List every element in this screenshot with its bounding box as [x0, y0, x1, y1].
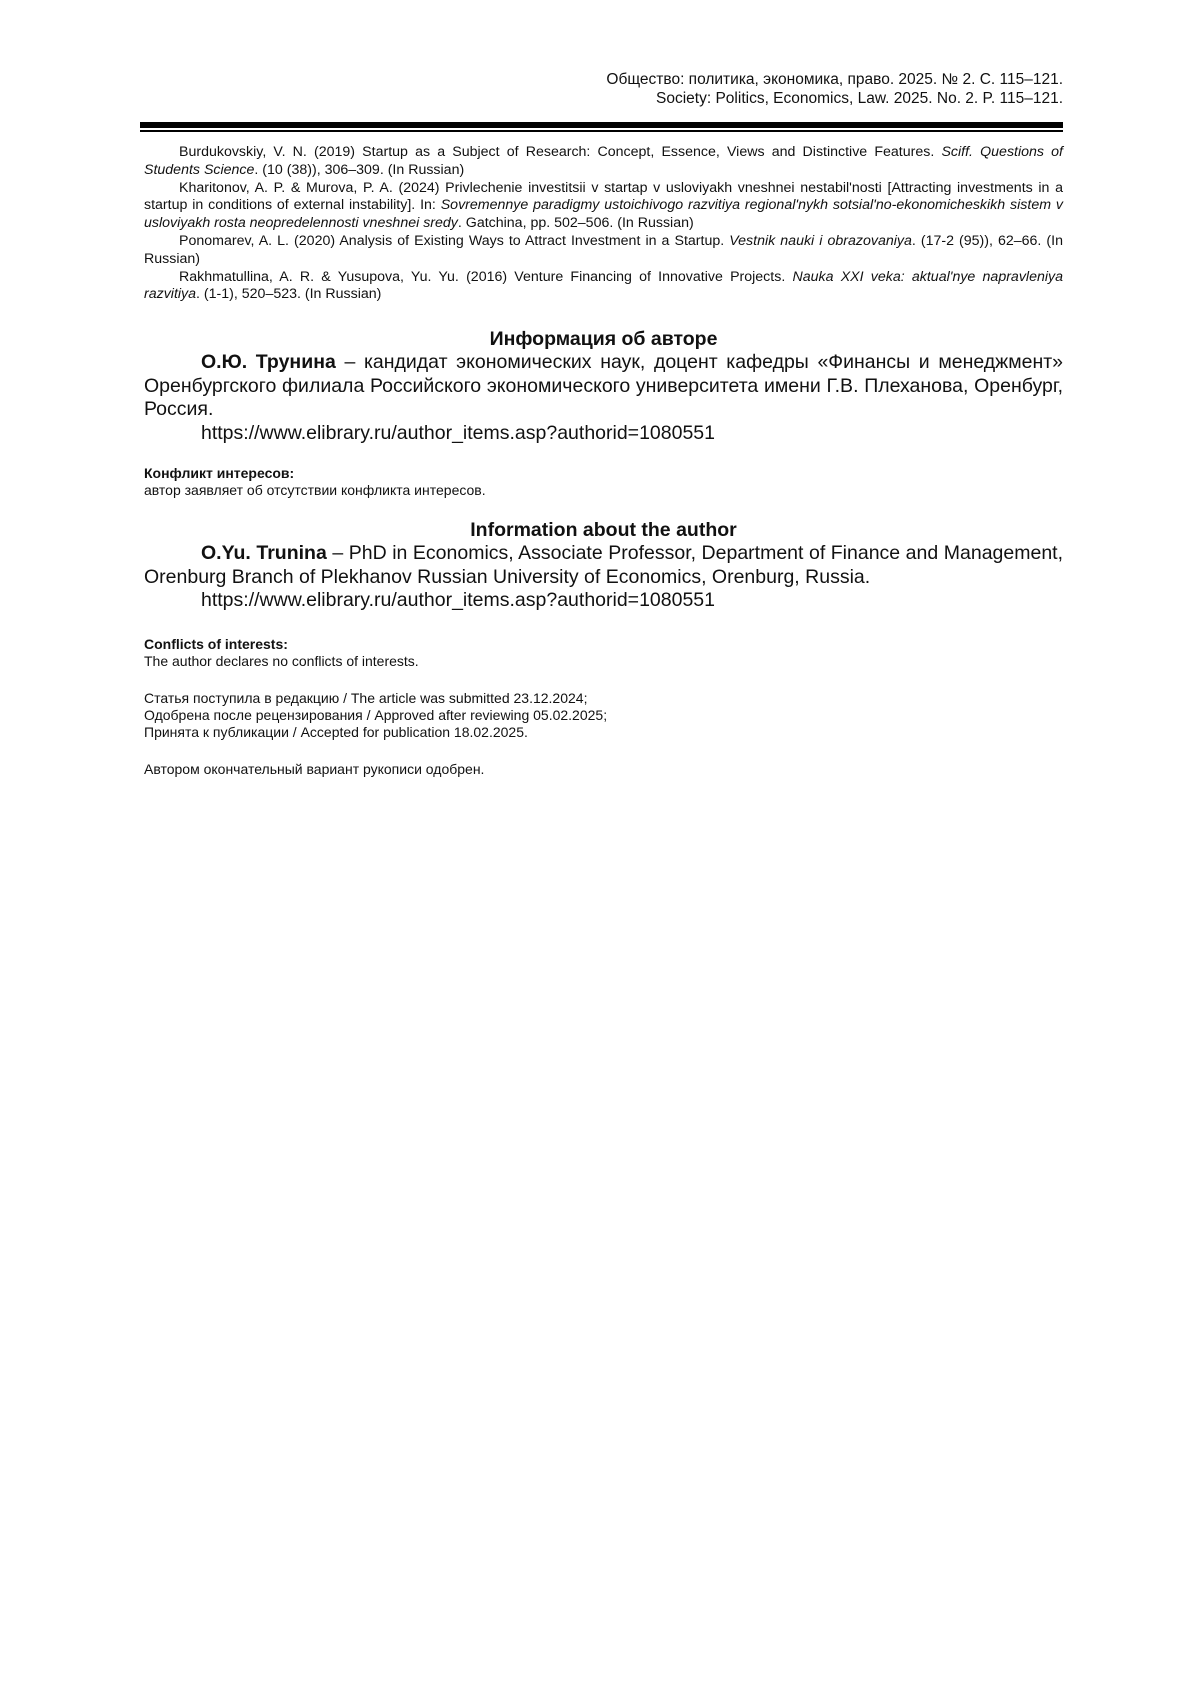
article-dates	[144, 690, 1063, 741]
reference-item	[144, 233, 1063, 269]
reference-text: Kharitonov, A. P. & Murova, P. A. (2024) Privlechenie investitsii v startap v usloviyakh vneshnei nestabil'nosti [Attracting investments in a startup in conditions of external instability]. In:	[144, 179, 1063, 214]
running-header	[140, 70, 1063, 108]
reference-details: . (17-2 (95)), 62–66. (In Russian)	[144, 232, 1063, 267]
final-approval-note: Автором окончательный вариант рукописи одобрен.	[144, 760, 485, 777]
reference-item	[144, 144, 1063, 180]
author-profile-link-ru[interactable]: https://www.elibrary.ru/author_items.asp?authorid=1080551	[201, 421, 715, 444]
conflict-label-ru: Конфликт интересов:	[144, 465, 295, 482]
author-info-title-en: Information about the author	[470, 519, 737, 542]
author-profile-link-en[interactable]: https://www.elibrary.ru/author_items.asp?authorid=1080551	[201, 589, 715, 612]
reference-item	[144, 180, 1063, 233]
header-rule-thin	[140, 130, 1063, 132]
header-rule-thick	[140, 122, 1063, 128]
conflict-text-en: The author declares no conflicts of interests.	[144, 652, 419, 669]
conflict-label-en: Conflicts of interests:	[144, 635, 288, 652]
author-info-ru	[144, 351, 1063, 422]
author-name-ru: О.Ю. Трунина	[201, 351, 336, 374]
page-content	[144, 144, 1063, 778]
author-description-en: – PhD in Economics, Associate Professor, Department of Finance and Management, Orenburg Branch of Plekhanov Russian University of Economics, Orenburg, Russia.	[144, 542, 1063, 588]
date-submitted: Статья поступила в редакцию / The article was submitted 23.12.2024;	[144, 689, 588, 706]
reference-details: . (1-1), 520–523. (In Russian)	[196, 286, 382, 303]
reference-text: Burdukovskiy, V. N. (2019) Startup as a Subject of Research: Concept, Essence, Views and Distinctive Features.	[179, 144, 942, 160]
date-accepted: Принята к публикации / Accepted for publication 18.02.2025.	[144, 723, 528, 740]
reference-source: Sovremennye paradigmy ustoichivogo razvitiya regional'nykh sotsial'no-ekonomicheskikh sistem v usloviyakh rosta neopredelennosti vneshnei sredy	[144, 197, 1063, 232]
conflict-text-ru: автор заявляет об отсутствии конфликта интересов.	[144, 482, 486, 499]
reference-source: Nauka XXI veka: aktual'nye napravleniya razvitiya	[144, 268, 1063, 303]
reference-list	[144, 144, 1063, 304]
reference-item	[144, 269, 1063, 305]
header-citation-ru: Общество: политика, экономика, право. 2025. № 2. С. 115–121.	[606, 71, 1063, 88]
author-description-ru: – кандидат экономических наук, доцент кафедры «Финансы и менеджмент» Оренбургского филиала Российского экономического университета имени Г.В. Плеханова, Оренбург, Россия.	[144, 351, 1064, 421]
reference-details: . (10 (38)), 306–309. (In Russian)	[254, 161, 465, 178]
reference-source: Vestnik nauki i obrazovaniya	[729, 232, 912, 249]
author-info-en	[144, 542, 1063, 589]
reference-text: Rakhmatullina, A. R. & Yusupova, Yu. Yu. (2016) Venture Financing of Innovative Projects.	[179, 268, 793, 285]
reference-source: Sciff. Questions of Students Science	[144, 144, 1063, 178]
reference-details: . Gatchina, pp. 502–506. (In Russian)	[457, 215, 694, 232]
author-info-title-ru: Информация об авторе	[489, 328, 718, 351]
author-name-en: O.Yu. Trunina	[201, 542, 327, 565]
header-citation-en: Society: Politics, Economics, Law. 2025. No. 2. P. 115–121.	[656, 90, 1063, 107]
reference-text: Ponomarev, A. L. (2020) Analysis of Existing Ways to Attract Investment in a Startup.	[179, 232, 730, 249]
date-approved: Одобрена после рецензирования / Approved after reviewing 05.02.2025;	[144, 706, 608, 723]
